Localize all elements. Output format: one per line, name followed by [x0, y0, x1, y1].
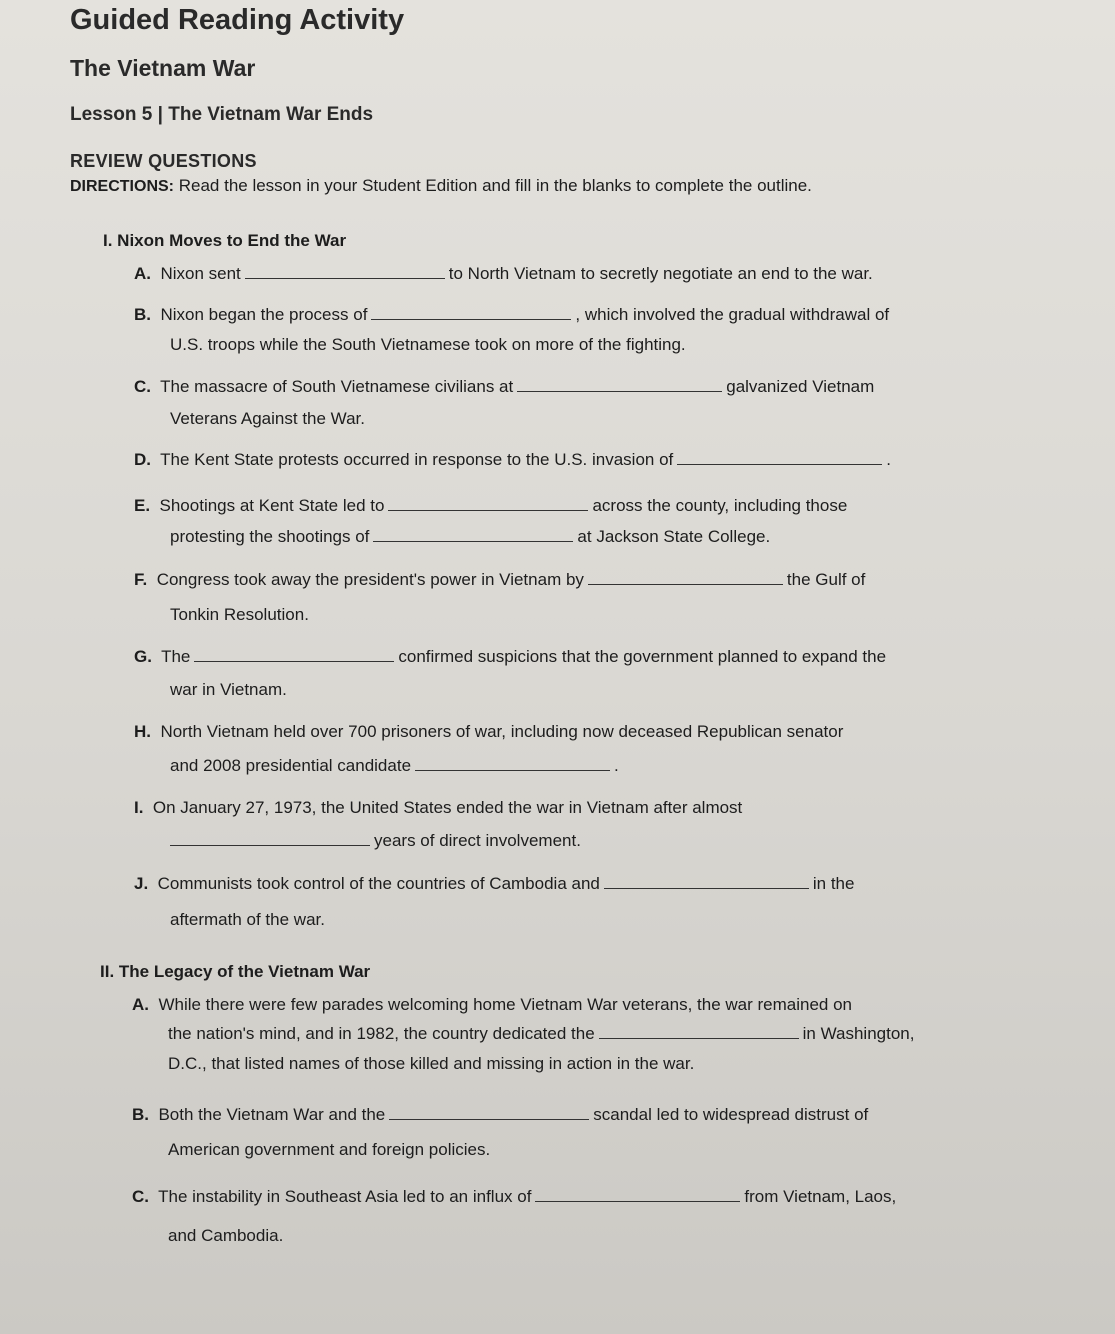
- item-2c: [132, 1187, 896, 1207]
- item-text: protesting the shootings of: [170, 527, 370, 546]
- item-text: Nixon sent: [160, 264, 241, 283]
- item-2c-line2: and Cambodia.: [168, 1226, 284, 1245]
- item-letter: A.: [132, 995, 149, 1014]
- unit-title: The Vietnam War: [70, 55, 256, 81]
- item-1h-line2: [170, 756, 619, 776]
- item-text: the nation's mind, and in 1982, the country dedicated the: [168, 1024, 595, 1043]
- item-text: .: [614, 756, 619, 775]
- fill-blank-1j[interactable]: [604, 887, 809, 889]
- item-text: galvanized Vietnam: [726, 377, 875, 396]
- item-text: North Vietnam held over 700 prisoners of war, including now deceased Republican senator: [160, 722, 844, 741]
- item-1c: [134, 377, 874, 397]
- item-1b: [134, 305, 889, 325]
- item-2a-line3: D.C., that listed names of those killed and missing in action in the war.: [168, 1054, 695, 1073]
- item-text: , which involved the gradual withdrawal of: [575, 305, 890, 324]
- fill-blank-2a[interactable]: [599, 1037, 799, 1039]
- lesson-title: Lesson 5 | The Vietnam War Ends: [70, 104, 374, 125]
- item-2b-line2: American government and foreign policies.: [168, 1140, 491, 1159]
- item-letter: A.: [134, 264, 151, 283]
- fill-blank-1i[interactable]: [170, 844, 370, 846]
- item-1a: [134, 264, 873, 284]
- fill-blank-1d[interactable]: [677, 463, 882, 465]
- item-1h: [134, 722, 843, 742]
- item-letter: E.: [134, 496, 151, 515]
- item-text: .: [886, 450, 891, 469]
- item-1i: [134, 798, 742, 818]
- item-1e-line2: [170, 527, 770, 547]
- item-letter: G.: [134, 647, 152, 666]
- item-letter: I.: [134, 798, 144, 817]
- item-letter: C.: [134, 377, 151, 396]
- item-text: the Gulf of: [786, 570, 866, 589]
- review-heading: REVIEW QUESTIONS: [70, 151, 257, 171]
- section-2-heading: II. The Legacy of the Vietnam War: [100, 962, 371, 981]
- item-text: in Washington,: [802, 1024, 915, 1043]
- directions: [70, 176, 812, 196]
- item-letter: B.: [134, 305, 151, 324]
- item-2a: [132, 995, 852, 1015]
- item-text: scandal led to widespread distrust of: [593, 1105, 869, 1124]
- item-letter: D.: [134, 450, 151, 469]
- item-text: from Vietnam, Laos,: [744, 1187, 897, 1206]
- fill-blank-2c[interactable]: [535, 1200, 740, 1202]
- item-1e: [134, 496, 847, 516]
- item-letter: J.: [134, 874, 149, 893]
- section-1-heading: I. Nixon Moves to End the War: [103, 231, 347, 250]
- fill-blank-1a[interactable]: [245, 277, 445, 279]
- directions-label: DIRECTIONS:: [70, 178, 174, 195]
- item-1f-line2: Tonkin Resolution.: [170, 605, 309, 624]
- item-text: The Kent State protests occurred in response to the U.S. invasion of: [160, 450, 674, 469]
- item-1b-line2: U.S. troops while the South Vietnamese took on more of the fighting.: [170, 335, 686, 354]
- item-text: Nixon began the process of: [160, 305, 368, 324]
- item-text: across the county, including those: [592, 496, 848, 515]
- fill-blank-2b[interactable]: [389, 1118, 589, 1120]
- item-1g-line2: war in Vietnam.: [170, 680, 287, 699]
- item-letter: B.: [132, 1105, 149, 1124]
- item-letter: F.: [134, 570, 148, 589]
- item-text: confirmed suspicions that the government planned to expand the: [398, 647, 887, 666]
- item-1j-line2: aftermath of the war.: [170, 910, 325, 929]
- item-2b: [132, 1105, 868, 1125]
- item-text: While there were few parades welcoming home Vietnam War veterans, the war remained on: [158, 995, 852, 1014]
- item-text: Congress took away the president's power in Vietnam by: [156, 570, 584, 589]
- item-text: years of direct involvement.: [374, 831, 581, 850]
- item-text: The instability in Southeast Asia led to an influx of: [158, 1187, 532, 1206]
- item-1j: [134, 874, 854, 894]
- page-title: Guided Reading Activity: [70, 4, 405, 36]
- item-text: and 2008 presidential candidate: [170, 756, 412, 775]
- item-text: The massacre of South Vietnamese civilians at: [160, 377, 514, 396]
- item-text: to North Vietnam to secretly negotiate an end to the war.: [448, 264, 873, 283]
- item-text: at Jackson State College.: [577, 527, 771, 546]
- item-1d: [134, 450, 891, 470]
- item-1i-line2: [170, 831, 581, 851]
- fill-blank-1c[interactable]: [517, 390, 722, 392]
- fill-blank-1f[interactable]: [588, 583, 783, 585]
- item-1g: [134, 647, 886, 667]
- item-1f: [134, 570, 865, 590]
- fill-blank-1e-2[interactable]: [373, 540, 573, 542]
- fill-blank-1h[interactable]: [415, 769, 610, 771]
- item-2a-line2: [168, 1024, 914, 1044]
- directions-text: Read the lesson in your Student Edition and fill in the blanks to complete the outline.: [178, 176, 812, 195]
- item-letter: H.: [134, 722, 151, 741]
- fill-blank-1g[interactable]: [194, 660, 394, 662]
- item-text: in the: [812, 874, 855, 893]
- item-text: Communists took control of the countries of Cambodia and: [157, 874, 600, 893]
- fill-blank-1b[interactable]: [371, 318, 571, 320]
- item-letter: C.: [132, 1187, 149, 1206]
- fill-blank-1e-1[interactable]: [388, 509, 588, 511]
- item-1c-line2: Veterans Against the War.: [170, 409, 365, 428]
- item-text: On January 27, 1973, the United States ended the war in Vietnam after almost: [152, 798, 743, 817]
- item-text: The: [161, 647, 191, 666]
- item-text: Both the Vietnam War and the: [158, 1105, 386, 1124]
- item-text: Shootings at Kent State led to: [159, 496, 385, 515]
